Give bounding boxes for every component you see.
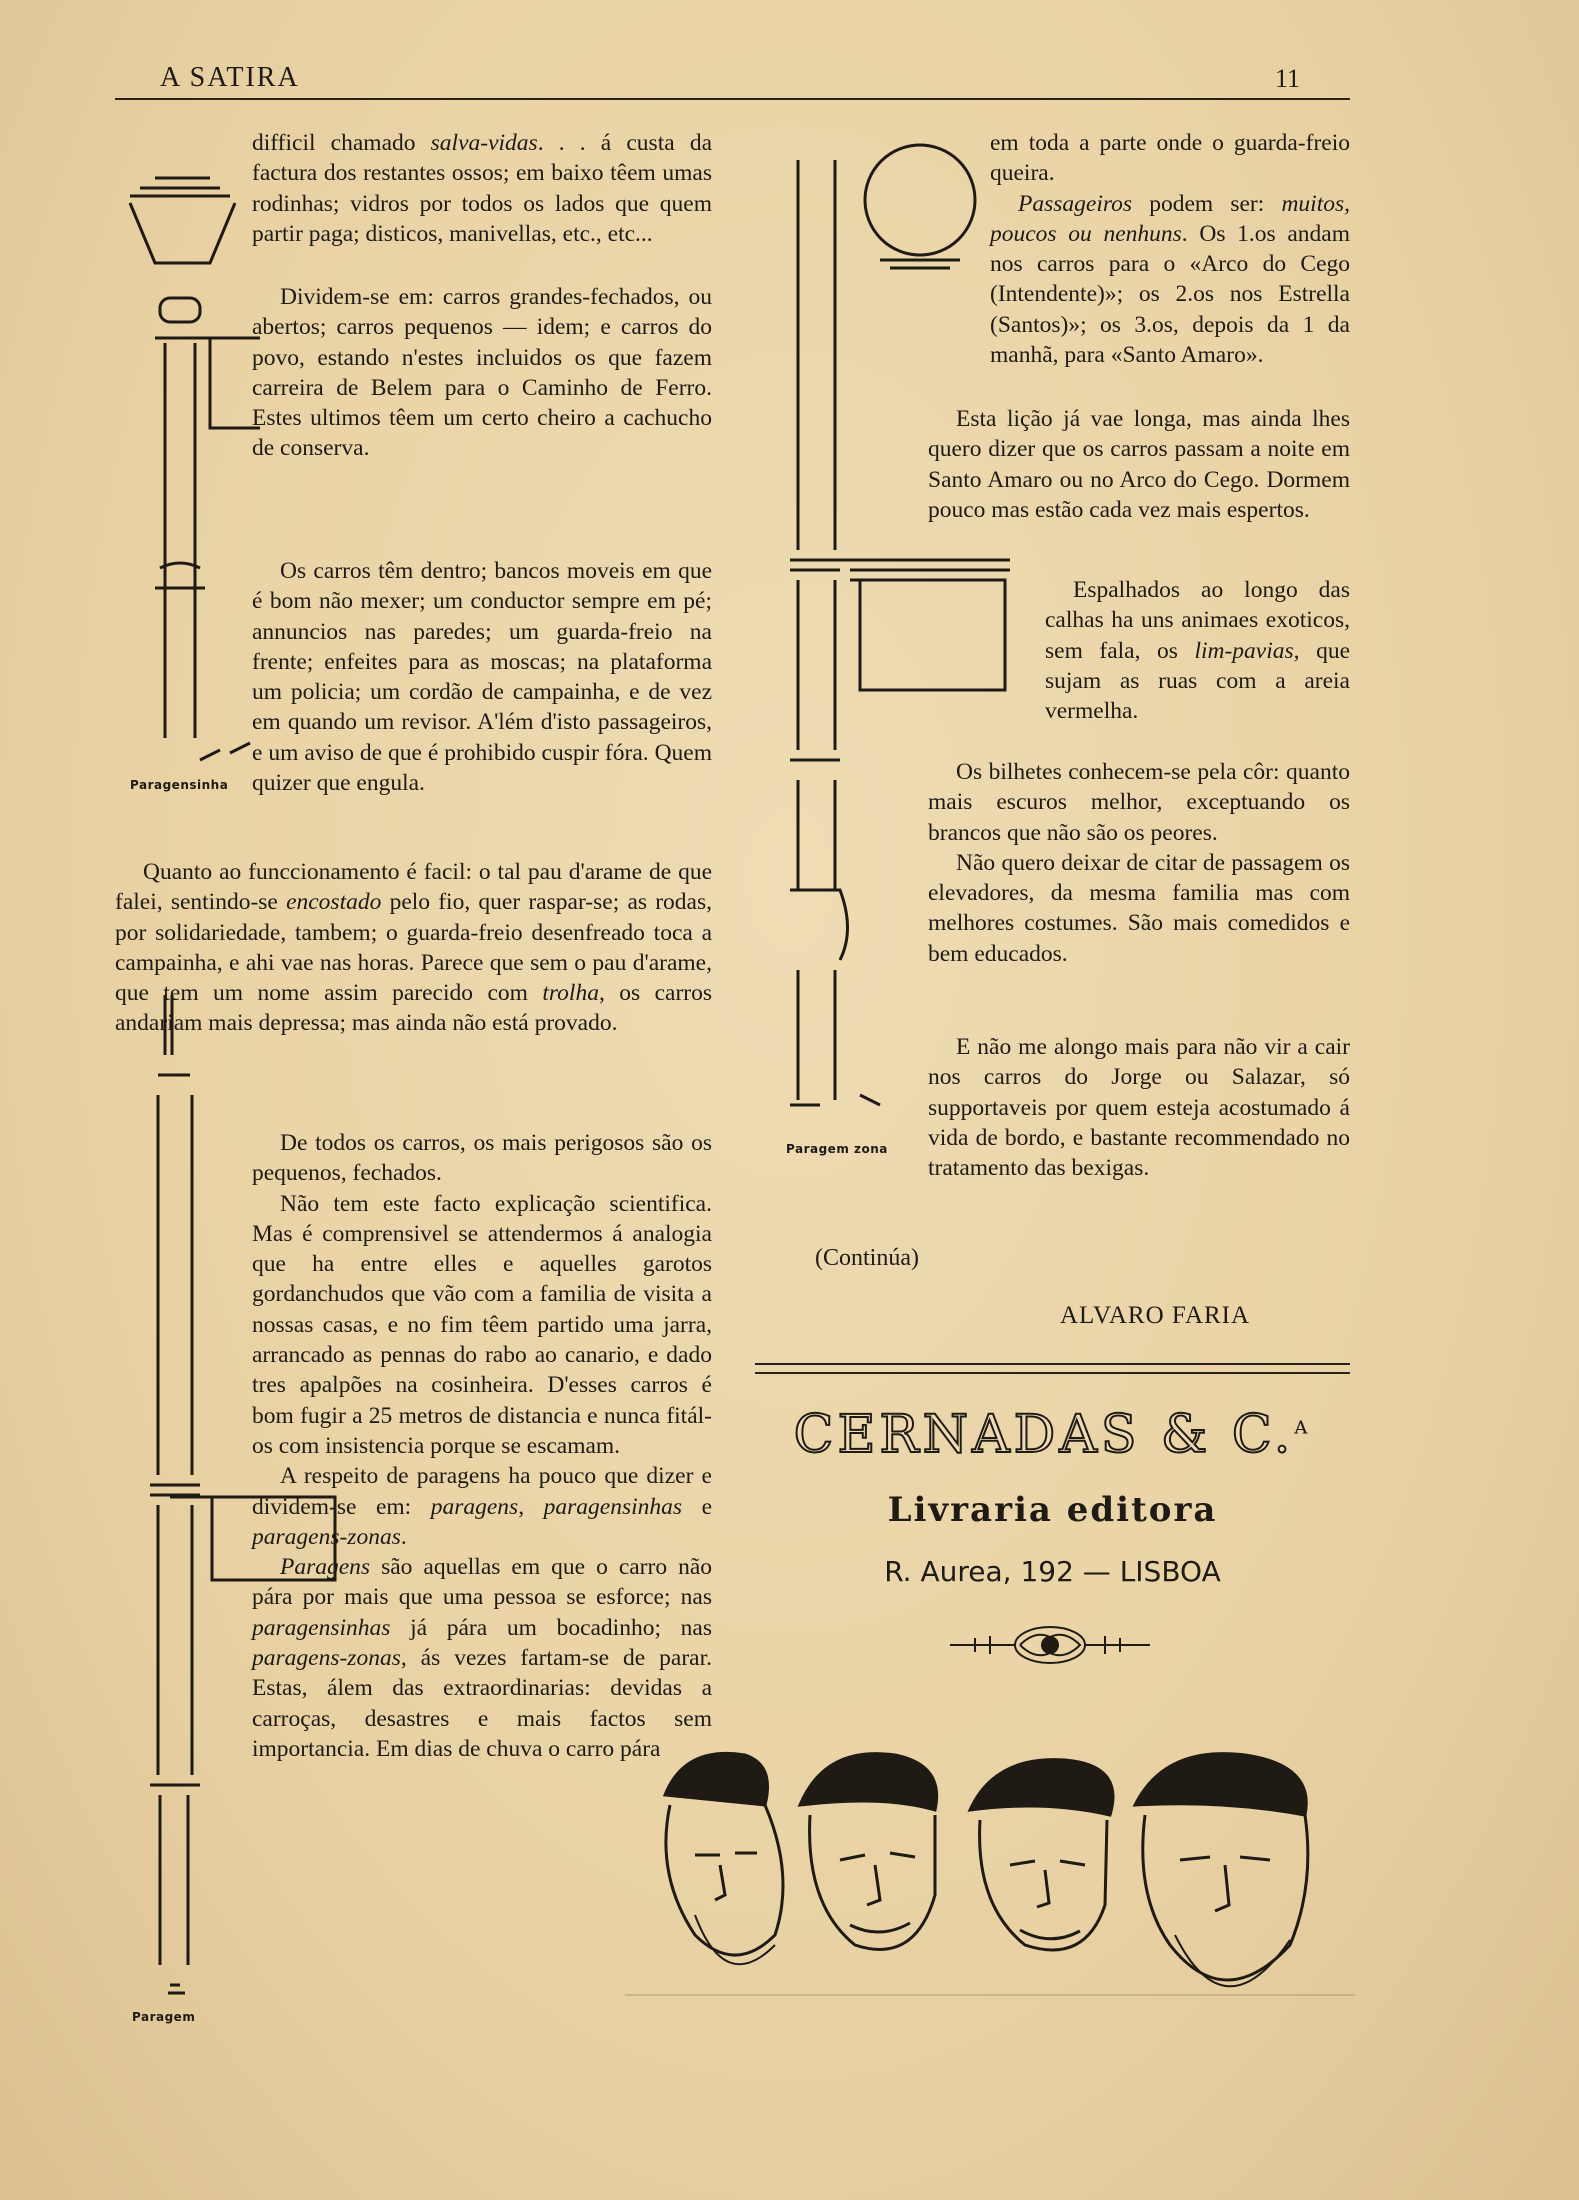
caption-paragem: Paragem	[132, 2010, 196, 2024]
left-column-text-top	[252, 128, 712, 249]
right-paragraph-6: Não quero deixar de citar de passagem os elevadores, da mesma familia mas com melhores costumes. São mais comedidos e bem educados.	[928, 849, 1350, 967]
left-paragraph-7: A respeito de paragens ha pouco que dizer e dividem-se em: paragens, paragensinhas e paragens-zonas.	[252, 1463, 712, 1550]
right-column-text-top	[990, 128, 1350, 370]
right-paragraph-7: E não me alongo mais para não vir a cair nos carros do Jorge ou Salazar, só supportaveis por quem esteja acostumado á vida de bordo, e bastante recommendado no tratamento das bexigas.	[928, 1034, 1350, 1182]
left-column-text-2	[252, 282, 712, 464]
continua-label: (Continúa)	[815, 1245, 919, 1271]
advert-bookseller-name: CERNADAS & C.$^A$	[793, 1405, 1312, 1465]
lamp-post-paragensinha-illustration	[120, 148, 260, 768]
left-paragraph-6: Não tem este facto explicação scientifica. Mas é comprensivel se attendermos á analogia que ha entre elles e aquelles garotos gordanchudos que vão com a familia de visita a nossas casas, e no fim têem partido uma jarra, arrancado as pennas do rabo ao canario, e dado tres apalpões na cosinheira. D'esses carros é bom fugir a 25 metros de distancia e nunca fitál-os com insistencia porque se escamam.	[252, 1190, 712, 1459]
caption-paragem-zona: Paragem zona	[786, 1142, 888, 1156]
header-rule	[115, 98, 1350, 100]
ornament-divider-icon	[945, 1620, 1155, 1674]
left-paragraph-1: difficil chamado salva-vidas. . . á custa da factura dos restantes ossos; em baixo têem umas rodinhas; vidros por todos os lados que quem partir paga; disticos, manivellas, etc., etc...	[252, 130, 712, 247]
right-paragraph-2: Passageiros podem ser: muitos, poucos ou nenhuns. Os 1.os andam nos carros para o «Arco do Cego (Intendente)»; os 2.os nos Estrella (Santos)»; os 3.os, depois da 1 da manhã, para «Santo Amaro».	[990, 190, 1350, 369]
cartoon-four-tram-men-illustration	[625, 1735, 1355, 2039]
left-paragraph-8: Paragens são aquellas em que o carro não pára por mais que uma pessoa se esforce; nas paragensinhas já pára um bocadinho; nas paragens-zonas, ás vezes fartam-se de parar. Estas, álem das extraordinarias: devidas a carroças, desastres e mais factos sem importancia. Em dias de chuva o carro pára	[252, 1554, 713, 1762]
left-paragraph-2: Dividem-se em: carros grandes-fechados, ou abertos; carros pequenos — idem; e carros do povo, estando n'estes incluidos os que fazem carreira de Belem para o Caminho de Ferro. Estes ultimos têem um certo cheiro a cachucho de conserva.	[252, 284, 712, 462]
left-column-text-3	[252, 556, 712, 798]
right-paragraph-3: Esta lição já vae longa, mas ainda lhes quero dizer que os carros passam a noite em Santo Amaro ou no Arco do Cego. Dormem pouco mas estão cada vez mais espertos.	[928, 406, 1350, 523]
right-paragraph-4: Espalhados ao longo das calhas ha uns animaes exoticos, sem fala, os lim-pavias, que sujam as ruas com a areia vermelha.	[1045, 577, 1350, 725]
left-paragraph-5: De todos os carros, os mais perigosos são os pequenos, fechados.	[252, 1130, 712, 1187]
lamp-post-paragem-illustration	[140, 985, 350, 2015]
advert-address: R. Aurea, 192 — LISBOA	[884, 1555, 1221, 1588]
right-column-text-3	[1045, 575, 1350, 726]
author-signature: ALVARO FARIA	[1060, 1302, 1251, 1329]
lamp-post-paragem-zona-illustration	[780, 140, 1020, 1130]
right-paragraph-5: Os bilhetes conhecem-se pela côr: quanto mais escuros melhor, exceptuando os brancos que não são os peores.	[928, 759, 1350, 846]
left-paragraph-4: Quanto ao funccionamento é facil: o tal pau d'arame de que falei, sentindo-se encostado pelo fio, quer raspar-se; as rodas, por solidariedade, tambem; o guarda-freio desenfreado toca a campainha, e ahi vae nas horas. Parece que sem o pau d'arame, que tem um nome assim parecido com trolha, os carros andariam mais depressa; mas ainda não está provado.	[115, 859, 713, 1037]
advert-subtitle: Livraria editora	[887, 1490, 1218, 1530]
right-paragraph-1: em toda a parte onde o guarda-freio queira.	[990, 130, 1350, 187]
page-header-title: A SATIRA	[160, 62, 300, 93]
caption-paragensinha: Paragensinha	[130, 778, 229, 792]
left-paragraph-3: Os carros têm dentro; bancos moveis em que é bom não mexer; um conductor sempre em pé; annuncios nas paredes; um guarda-freio na frente; enfeites para as moscas; na plataforma um policia; um cordão de campainha, e de vez em quando um revisor. A'lém d'isto passageiros, e um aviso de que é prohibido cuspir fóra. Quem quizer que engula.	[252, 558, 712, 797]
page-number: 11	[1275, 64, 1301, 93]
advert-rule-top-2	[755, 1372, 1350, 1374]
advert-rule-top	[755, 1363, 1350, 1365]
